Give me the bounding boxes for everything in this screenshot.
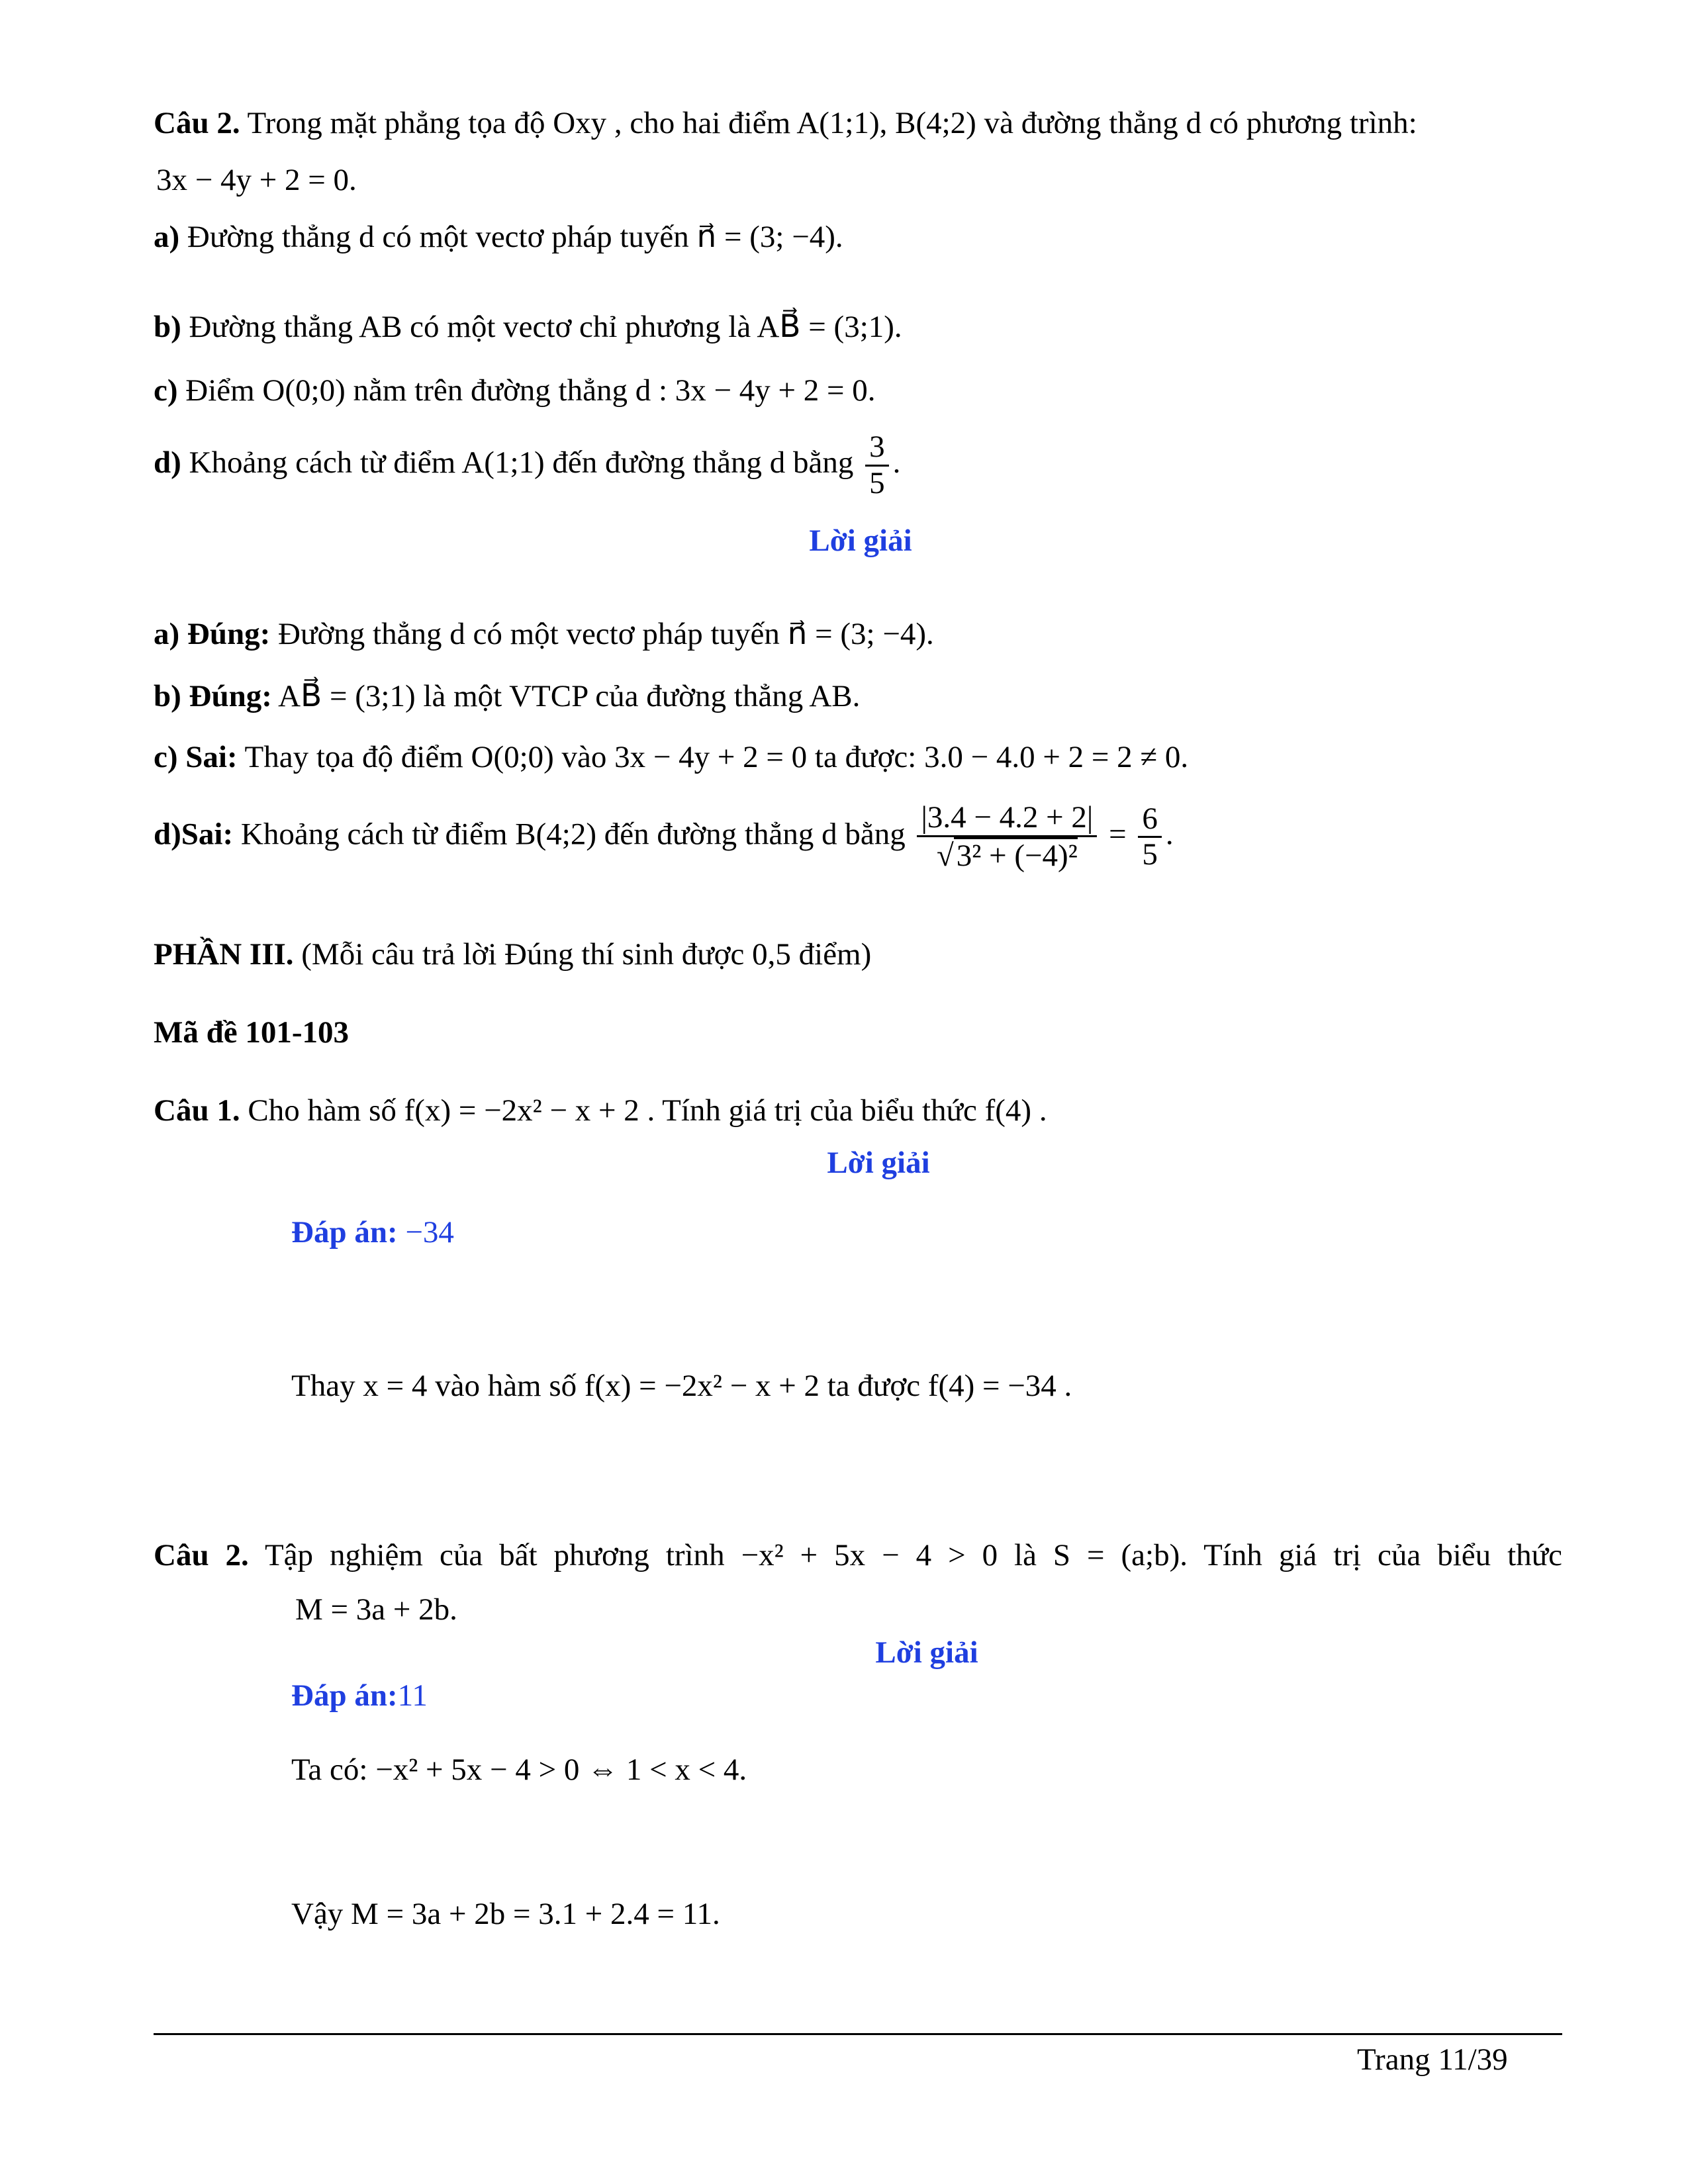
- p3q2-text2: M = 3a + 2b.: [295, 1592, 457, 1627]
- q2-sd-text: Khoảng cách từ điểm B(4;2) đến đường thẳng d bằng: [240, 817, 906, 852]
- p3q1-label: Câu 1.: [154, 1093, 240, 1128]
- q2-c-text: Điểm O(0;0) nằm trên đường thẳng d : 3x − 4y + 2 = 0.: [185, 373, 876, 408]
- q2-sd-res-num: 6: [1138, 802, 1162, 839]
- page-number: Trang 11/39: [1357, 2042, 1508, 2077]
- p3q1-text: Cho hàm số f(x) = −2x² − x + 2 . Tính giá trị của biểu thức f(4) .: [248, 1093, 1047, 1128]
- p3q2-step1: Ta có: −x² + 5x − 4 > 0 ⇔ 1 < x < 4.: [291, 1752, 747, 1787]
- q2-sa-label: a) Đúng:: [154, 617, 271, 651]
- p3q2-answer: [291, 1677, 428, 1714]
- q2-solution-c: [154, 739, 1188, 776]
- q2-option-b: [154, 308, 902, 345]
- p3q1-question: [154, 1092, 1047, 1129]
- q2-sb-label: b) Đúng:: [154, 679, 272, 713]
- q2-sd-result: [1138, 802, 1162, 872]
- q2-d-label: d): [154, 445, 181, 480]
- q2-option-d: [154, 430, 900, 500]
- p3q2-step2: Vậy M = 3a + 2b = 3.1 + 2.4 = 11.: [291, 1897, 720, 1931]
- q2-sa-text: Đường thẳng d có một vectơ pháp tuyến n⃗ = (3; −4).: [278, 617, 934, 651]
- p3q1-solution-title: Lời giải: [827, 1146, 930, 1180]
- q2-d-frac-den: 5: [869, 465, 885, 500]
- p3q2-label: Câu 2.: [154, 1538, 249, 1572]
- q2-sc-label: c) Sai:: [154, 740, 238, 774]
- q2-c-label: c): [154, 373, 178, 408]
- q2-d-text: Khoảng cách từ điểm A(1;1) đến đường thẳng d bằng: [189, 445, 854, 480]
- p3q1-answer-label: Đáp án:: [291, 1215, 398, 1250]
- q2-sc-text: Thay tọa độ điểm O(0;0) vào 3x − 4y + 2 = 0 ta được: 3.0 − 4.0 + 2 = 2 ≠ 0.: [244, 740, 1189, 774]
- p3q2-text: Tập nghiệm của bất phương trình −x² + 5x − 4 > 0 là S = (a;b). Tính giá trị của biểu thức: [264, 1538, 1562, 1572]
- q2-solution-a: [154, 615, 934, 653]
- q2-solution-d: [154, 801, 1174, 873]
- q2-sd-end: .: [1165, 817, 1174, 852]
- q2-d-frac-num: 3: [865, 430, 889, 467]
- part3-label: PHẦN III.: [154, 937, 294, 972]
- q2-solution-title: Lời giải: [809, 523, 912, 558]
- q2-solution-b: [154, 678, 860, 715]
- q2-d-end: .: [892, 445, 901, 480]
- p3q1-answer-value: −34: [405, 1215, 454, 1250]
- q2-sd-den: 3² + (−4)²: [954, 837, 1078, 874]
- p3q2-solution-title: Lời giải: [875, 1635, 978, 1670]
- q2-intro-line: [154, 105, 1417, 142]
- p3q1-explain: Thay x = 4 vào hàm số f(x) = −2x² − x + 2 ta được f(4) = −34 .: [291, 1369, 1072, 1403]
- p3q2-question: [154, 1537, 1562, 1574]
- q2-equation: 3x − 4y + 2 = 0.: [156, 163, 357, 197]
- part3-heading: [154, 936, 871, 973]
- p3q1-answer: [291, 1214, 454, 1251]
- q2-sd-den-wrap: √3² + (−4)²: [936, 838, 1078, 873]
- q2-label: Câu 2.: [154, 106, 240, 140]
- exam-code: Mã đề 101-103: [154, 1015, 350, 1050]
- q2-sd-res-den: 5: [1142, 837, 1158, 872]
- q2-intro: Trong mặt phẳng tọa độ Oxy , cho hai điểm A(1;1), B(4;2) và đường thẳng d có phương trình:: [247, 106, 1417, 140]
- q2-sd-label: d)Sai:: [154, 817, 234, 852]
- p3q2-answer-value: 11: [397, 1678, 428, 1713]
- q2-sb-text: AB⃗ = (3;1) là một VTCP của đường thẳng AB.: [278, 679, 861, 713]
- q2-a-label: a): [154, 220, 180, 254]
- q2-option-c: [154, 372, 876, 409]
- q2-b-text: Đường thẳng AB có một vectơ chỉ phương là AB⃗ = (3;1).: [189, 310, 902, 344]
- q2-sd-equals: =: [1109, 817, 1127, 852]
- part3-text: (Mỗi câu trả lời Đúng thí sinh được 0,5 điểm): [301, 937, 872, 972]
- q2-sd-num: |3.4 − 4.2 + 2|: [917, 801, 1097, 837]
- q2-b-label: b): [154, 310, 181, 344]
- q2-option-a: [154, 218, 843, 255]
- q2-sd-fraction: [917, 801, 1097, 873]
- q2-a-text: Đường thẳng d có một vectơ pháp tuyến n⃗ = (3; −4).: [187, 220, 843, 254]
- q2-d-fraction: [865, 430, 889, 500]
- p3q2-answer-label: Đáp án:: [291, 1678, 398, 1713]
- footer-divider: [154, 2033, 1562, 2035]
